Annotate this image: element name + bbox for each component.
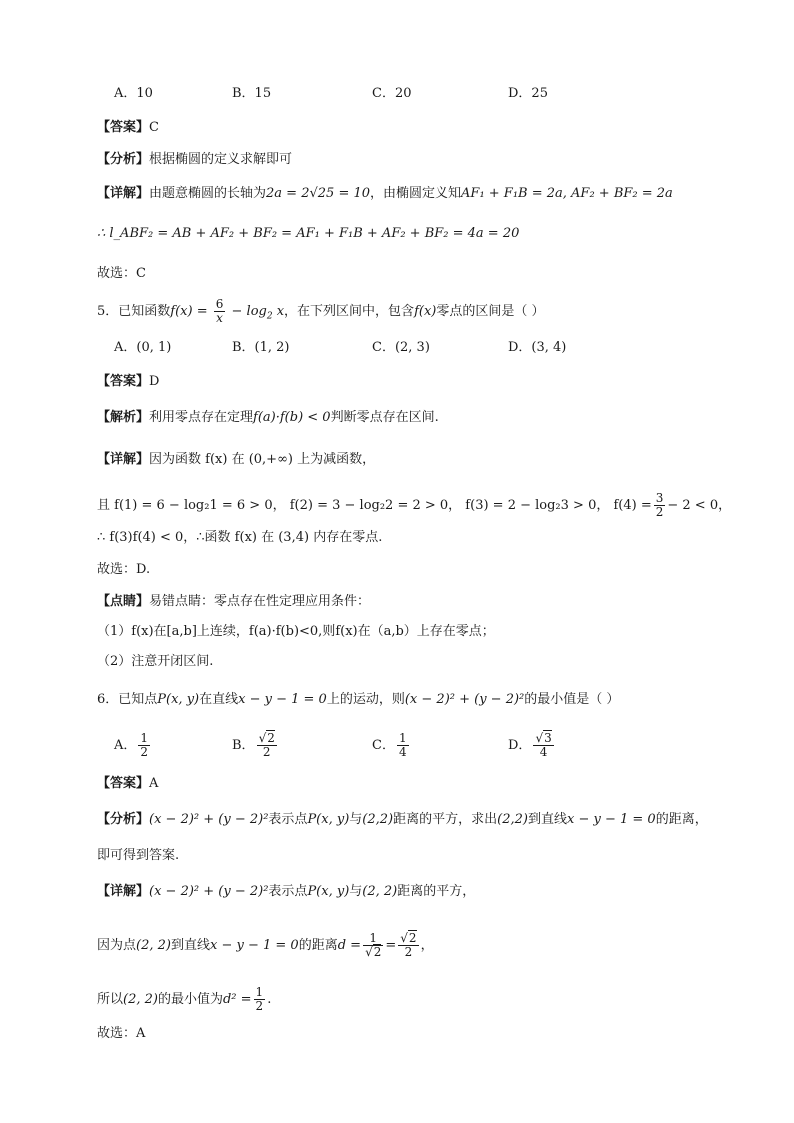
analysis-text: 与	[349, 812, 363, 827]
q5-option-d: D．(3, 4)	[508, 340, 567, 355]
detail-tag: 【详解】	[97, 186, 150, 201]
analysis-math: f(a)·f(b) < 0	[253, 410, 331, 425]
q6-detail-line3	[97, 986, 271, 1013]
detail-math: x − y − 1 = 0	[209, 938, 299, 953]
q6-option-b	[232, 732, 279, 759]
stem-text: ，在下列区间中，包含	[284, 304, 415, 319]
analysis-text: 到直线	[527, 812, 567, 827]
analysis-text: 距离的平方，求出	[393, 812, 498, 827]
q6-option-d	[508, 732, 556, 759]
tip-text: 易错点睛：零点存在性定理应用条件：	[149, 594, 371, 609]
analysis-text: 的距离，	[655, 812, 708, 827]
detail-math: AF₁ + F₁B = 2a, AF₂ + BF₂ = 2a	[461, 186, 673, 201]
detail-text: 的最小值为	[157, 992, 223, 1007]
detail-math: ∴ l_ABF₂ = AB + AF₂ + BF₂ = AF₁ + F₁B + AF₂ + BF₂ = 4a = 20	[97, 226, 520, 241]
stem-math: f(x) =	[170, 304, 212, 319]
detail-text: 距离的平方，	[397, 884, 476, 899]
stem-math: (x − 2)² + (y − 2)²	[404, 692, 525, 707]
fraction: $\frac{√2}{2}$	[400, 931, 417, 959]
stem-text: 在直线	[199, 692, 239, 707]
detail-text: 与	[349, 884, 363, 899]
q4-detail-line1	[97, 184, 673, 204]
detail-text: ，	[420, 938, 434, 953]
option-label: C．	[372, 738, 395, 753]
analysis-math: (2,2)	[362, 812, 394, 827]
analysis-tag: 【分析】	[97, 152, 150, 167]
fraction: $\frac{√3}{4}$	[535, 731, 552, 759]
fraction: $\frac{√2}{2}$	[258, 731, 275, 759]
q6-option-a	[114, 732, 152, 759]
stem-math: − $\log_2 x$	[227, 304, 285, 322]
detail-tag: 【详解】	[97, 452, 150, 467]
q6-analysis-line2: 即可得到答案.	[97, 848, 180, 863]
fraction: $\frac{1}{2}$	[255, 985, 264, 1013]
q6-conclusion: 故选：A	[97, 1026, 146, 1041]
fraction: $\frac{1}{4}$	[398, 731, 407, 759]
analysis-math: x − y − 1 = 0	[566, 812, 656, 827]
stem-math: f(x)	[414, 304, 437, 319]
q4-option-d: D．25	[508, 86, 548, 101]
detail-math: d =	[337, 938, 362, 953]
fraction: $\frac{6}{x}$	[215, 297, 224, 325]
detail-text: 因为点	[97, 938, 137, 953]
q5-option-a: A．(0, 1)	[114, 340, 172, 355]
analysis-tag: 【解析】	[97, 410, 150, 425]
detail-math: (x − 2)² + (y − 2)²	[149, 884, 269, 899]
stem-text: 零点的区间是（ ）	[436, 304, 545, 319]
detail-math: (2, 2)	[362, 884, 398, 899]
detail-text: ，由椭圆定义知	[370, 186, 462, 201]
q4-option-b: B．15	[232, 86, 272, 101]
tip-tag: 【点睛】	[97, 594, 150, 609]
answer-tag: 【答案】	[97, 120, 150, 135]
analysis-math: (2,2)	[497, 812, 528, 827]
detail-math: (2, 2)	[136, 938, 171, 953]
option-label: D．	[508, 738, 532, 753]
q5-answer	[97, 372, 159, 392]
stem-text: 的最小值是（ ）	[524, 692, 620, 707]
q6-answer	[97, 774, 158, 794]
fraction: $\frac{1}{√2}$	[365, 931, 382, 959]
analysis-text: 根据椭圆的定义求解即可	[149, 152, 293, 167]
stem-text: 5．已知函数	[97, 304, 171, 319]
q6-analysis-line1	[97, 810, 708, 830]
q6-option-c	[372, 732, 411, 759]
answer-text: C	[149, 120, 159, 135]
detail-text: 表示点	[268, 884, 308, 899]
detail-text: − 2 < 0，	[667, 498, 732, 513]
q6-detail-line1	[97, 882, 475, 902]
detail-text: 到直线	[170, 938, 210, 953]
q5-detail-line2	[97, 492, 731, 519]
q5-conclusion: 故选：D.	[97, 562, 151, 577]
q4-analysis	[97, 150, 292, 170]
fraction: $\frac{3}{2}$	[655, 491, 664, 519]
detail-text: 由题意椭圆的长轴为	[149, 186, 267, 201]
q5-option-c: C．(2, 3)	[372, 340, 430, 355]
detail-text: 因为函数 f(x) 在 (0,+∞) 上为减函数，	[149, 452, 376, 467]
analysis-math: (x − 2)² + (y − 2)²	[149, 812, 269, 827]
stem-math: x − y − 1 = 0	[238, 692, 327, 707]
fraction: $\frac{1}{2}$	[140, 731, 149, 759]
analysis-math: P(x, y)	[307, 812, 350, 827]
answer-text: A	[149, 776, 159, 791]
detail-text: .	[267, 992, 272, 1007]
answer-tag: 【答案】	[97, 776, 150, 791]
detail-text: 且 f(1) = 6 − log₂1 = 6 > 0， f(2) = 3 − log₂2 = 2 > 0， f(3) = 2 − log₂3 > 0， f(4) =	[97, 498, 652, 513]
answer-tag: 【答案】	[97, 374, 150, 389]
detail-math: d² =	[222, 992, 252, 1007]
q5-tip-item1: （1）f(x)在[a,b]上连续，f(a)·f(b)<0,则f(x)在（a,b）上存在零点；	[97, 624, 495, 639]
stem-math: P(x, y)	[157, 692, 200, 707]
analysis-text: 表示点	[268, 812, 308, 827]
analysis-text: 判断零点存在区间.	[330, 410, 439, 425]
q5-stem	[97, 298, 545, 327]
q5-tip	[97, 592, 370, 612]
detail-math: P(x, y)	[307, 884, 350, 899]
q4-option-a: A．10	[114, 86, 153, 101]
q4-answer	[97, 118, 159, 138]
q4-conclusion: 故选：C	[97, 266, 146, 281]
detail-math: 2a = 2√25 = 10	[266, 186, 371, 201]
analysis-tag: 【分析】	[97, 812, 150, 827]
q5-analysis	[97, 408, 439, 428]
option-label: B．	[232, 738, 255, 753]
analysis-text: 利用零点存在定理	[149, 410, 254, 425]
q6-stem	[97, 690, 619, 710]
detail-math: (2, 2)	[123, 992, 158, 1007]
q5-detail-line3: ∴ f(3)f(4) < 0，∴函数 f(x) 在 (3,4) 内存在零点.	[97, 530, 383, 545]
stem-text: 上的运动，则	[326, 692, 405, 707]
q6-detail-line2	[97, 932, 434, 959]
q4-detail-line2	[97, 224, 519, 244]
detail-text: 的距离	[298, 938, 338, 953]
answer-text: D	[149, 374, 160, 389]
option-label: A．	[114, 738, 137, 753]
q5-option-b: B．(1, 2)	[232, 340, 290, 355]
q5-tip-item2: （2）注意开闭区间.	[97, 654, 214, 669]
detail-tag: 【详解】	[97, 884, 150, 899]
detail-text: 所以	[97, 992, 124, 1007]
q5-detail-line1	[97, 450, 375, 470]
detail-math: =	[385, 938, 397, 953]
stem-text: 6．已知点	[97, 692, 158, 707]
q4-option-c: C．20	[372, 86, 412, 101]
